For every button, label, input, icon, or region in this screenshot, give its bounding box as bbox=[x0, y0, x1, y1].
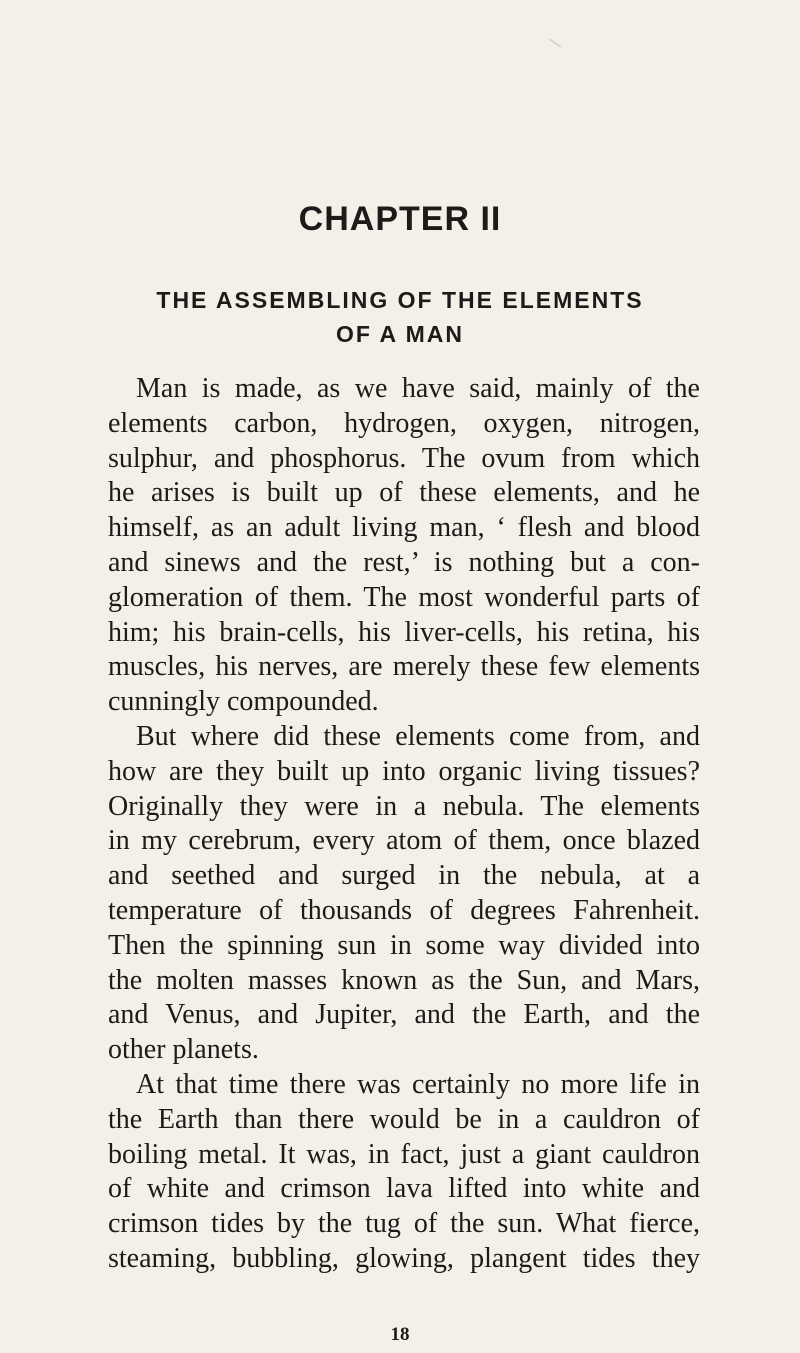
text-line: steaming, bubbling, glowing, plangent tides they bbox=[108, 1242, 700, 1274]
page-number: 18 bbox=[390, 1324, 410, 1345]
text-line: of white and crimson lava lifted into white and bbox=[108, 1173, 700, 1205]
body-text bbox=[108, 372, 700, 1277]
paragraph-1 bbox=[108, 372, 700, 720]
chapter-heading: CHAPTER II bbox=[298, 200, 502, 238]
text-line: he arises is built up of these elements, and he bbox=[108, 477, 700, 509]
text-line: other planets. bbox=[108, 1034, 259, 1066]
text-line: elements carbon, hydrogen, oxygen, nitrogen, bbox=[108, 407, 700, 439]
text-line: glomeration of them. The most wonderful parts of bbox=[108, 581, 700, 613]
text-line: cunningly compounded. bbox=[108, 686, 379, 718]
text-line: temperature of thousands of degrees Fahrenheit. bbox=[108, 894, 700, 926]
paper-speck bbox=[549, 38, 562, 48]
text-line: But where did these elements come from, and bbox=[136, 720, 700, 752]
text-line: Originally they were in a nebula. The elements bbox=[108, 790, 700, 822]
text-line: Then the spinning sun in some way divided into bbox=[108, 929, 700, 961]
text-line: and Venus, and Jupiter, and the Earth, and the bbox=[108, 999, 700, 1031]
text-line: him; his brain-cells, his liver-cells, his retina, his bbox=[108, 616, 700, 648]
text-line: and sinews and the rest,’ is nothing but a con- bbox=[108, 546, 700, 578]
subtitle-line-1: THE ASSEMBLING OF THE ELEMENTS bbox=[156, 287, 644, 313]
subtitle-line-2: OF A MAN bbox=[335, 321, 464, 347]
chapter-subtitle bbox=[0, 283, 800, 351]
text-line: the molten masses known as the Sun, and Mars, bbox=[108, 964, 700, 996]
text-line: sulphur, and phosphorus. The ovum from which bbox=[108, 442, 700, 474]
text-line: and seethed and surged in the nebula, at a bbox=[108, 860, 700, 892]
paragraph-2 bbox=[108, 720, 700, 1068]
text-line: how are they built up into organic living tissues? bbox=[108, 755, 700, 787]
text-line: in my cerebrum, every atom of them, once blazed bbox=[108, 825, 700, 857]
text-line: the Earth than there would be in a cauldron of bbox=[108, 1103, 700, 1135]
text-line: muscles, his nerves, are merely these few elements bbox=[108, 651, 700, 683]
text-line: crimson tides by the tug of the sun. What fierce, bbox=[108, 1208, 700, 1240]
text-line: boiling metal. It was, in fact, just a giant cauldron bbox=[108, 1138, 700, 1170]
text-line: Man is made, as we have said, mainly of the bbox=[136, 373, 700, 404]
text-line: At that time there was certainly no more life in bbox=[136, 1068, 700, 1100]
paragraph-3 bbox=[108, 1068, 700, 1277]
text-line: himself, as an adult living man, ‘ flesh and blood bbox=[108, 512, 700, 544]
